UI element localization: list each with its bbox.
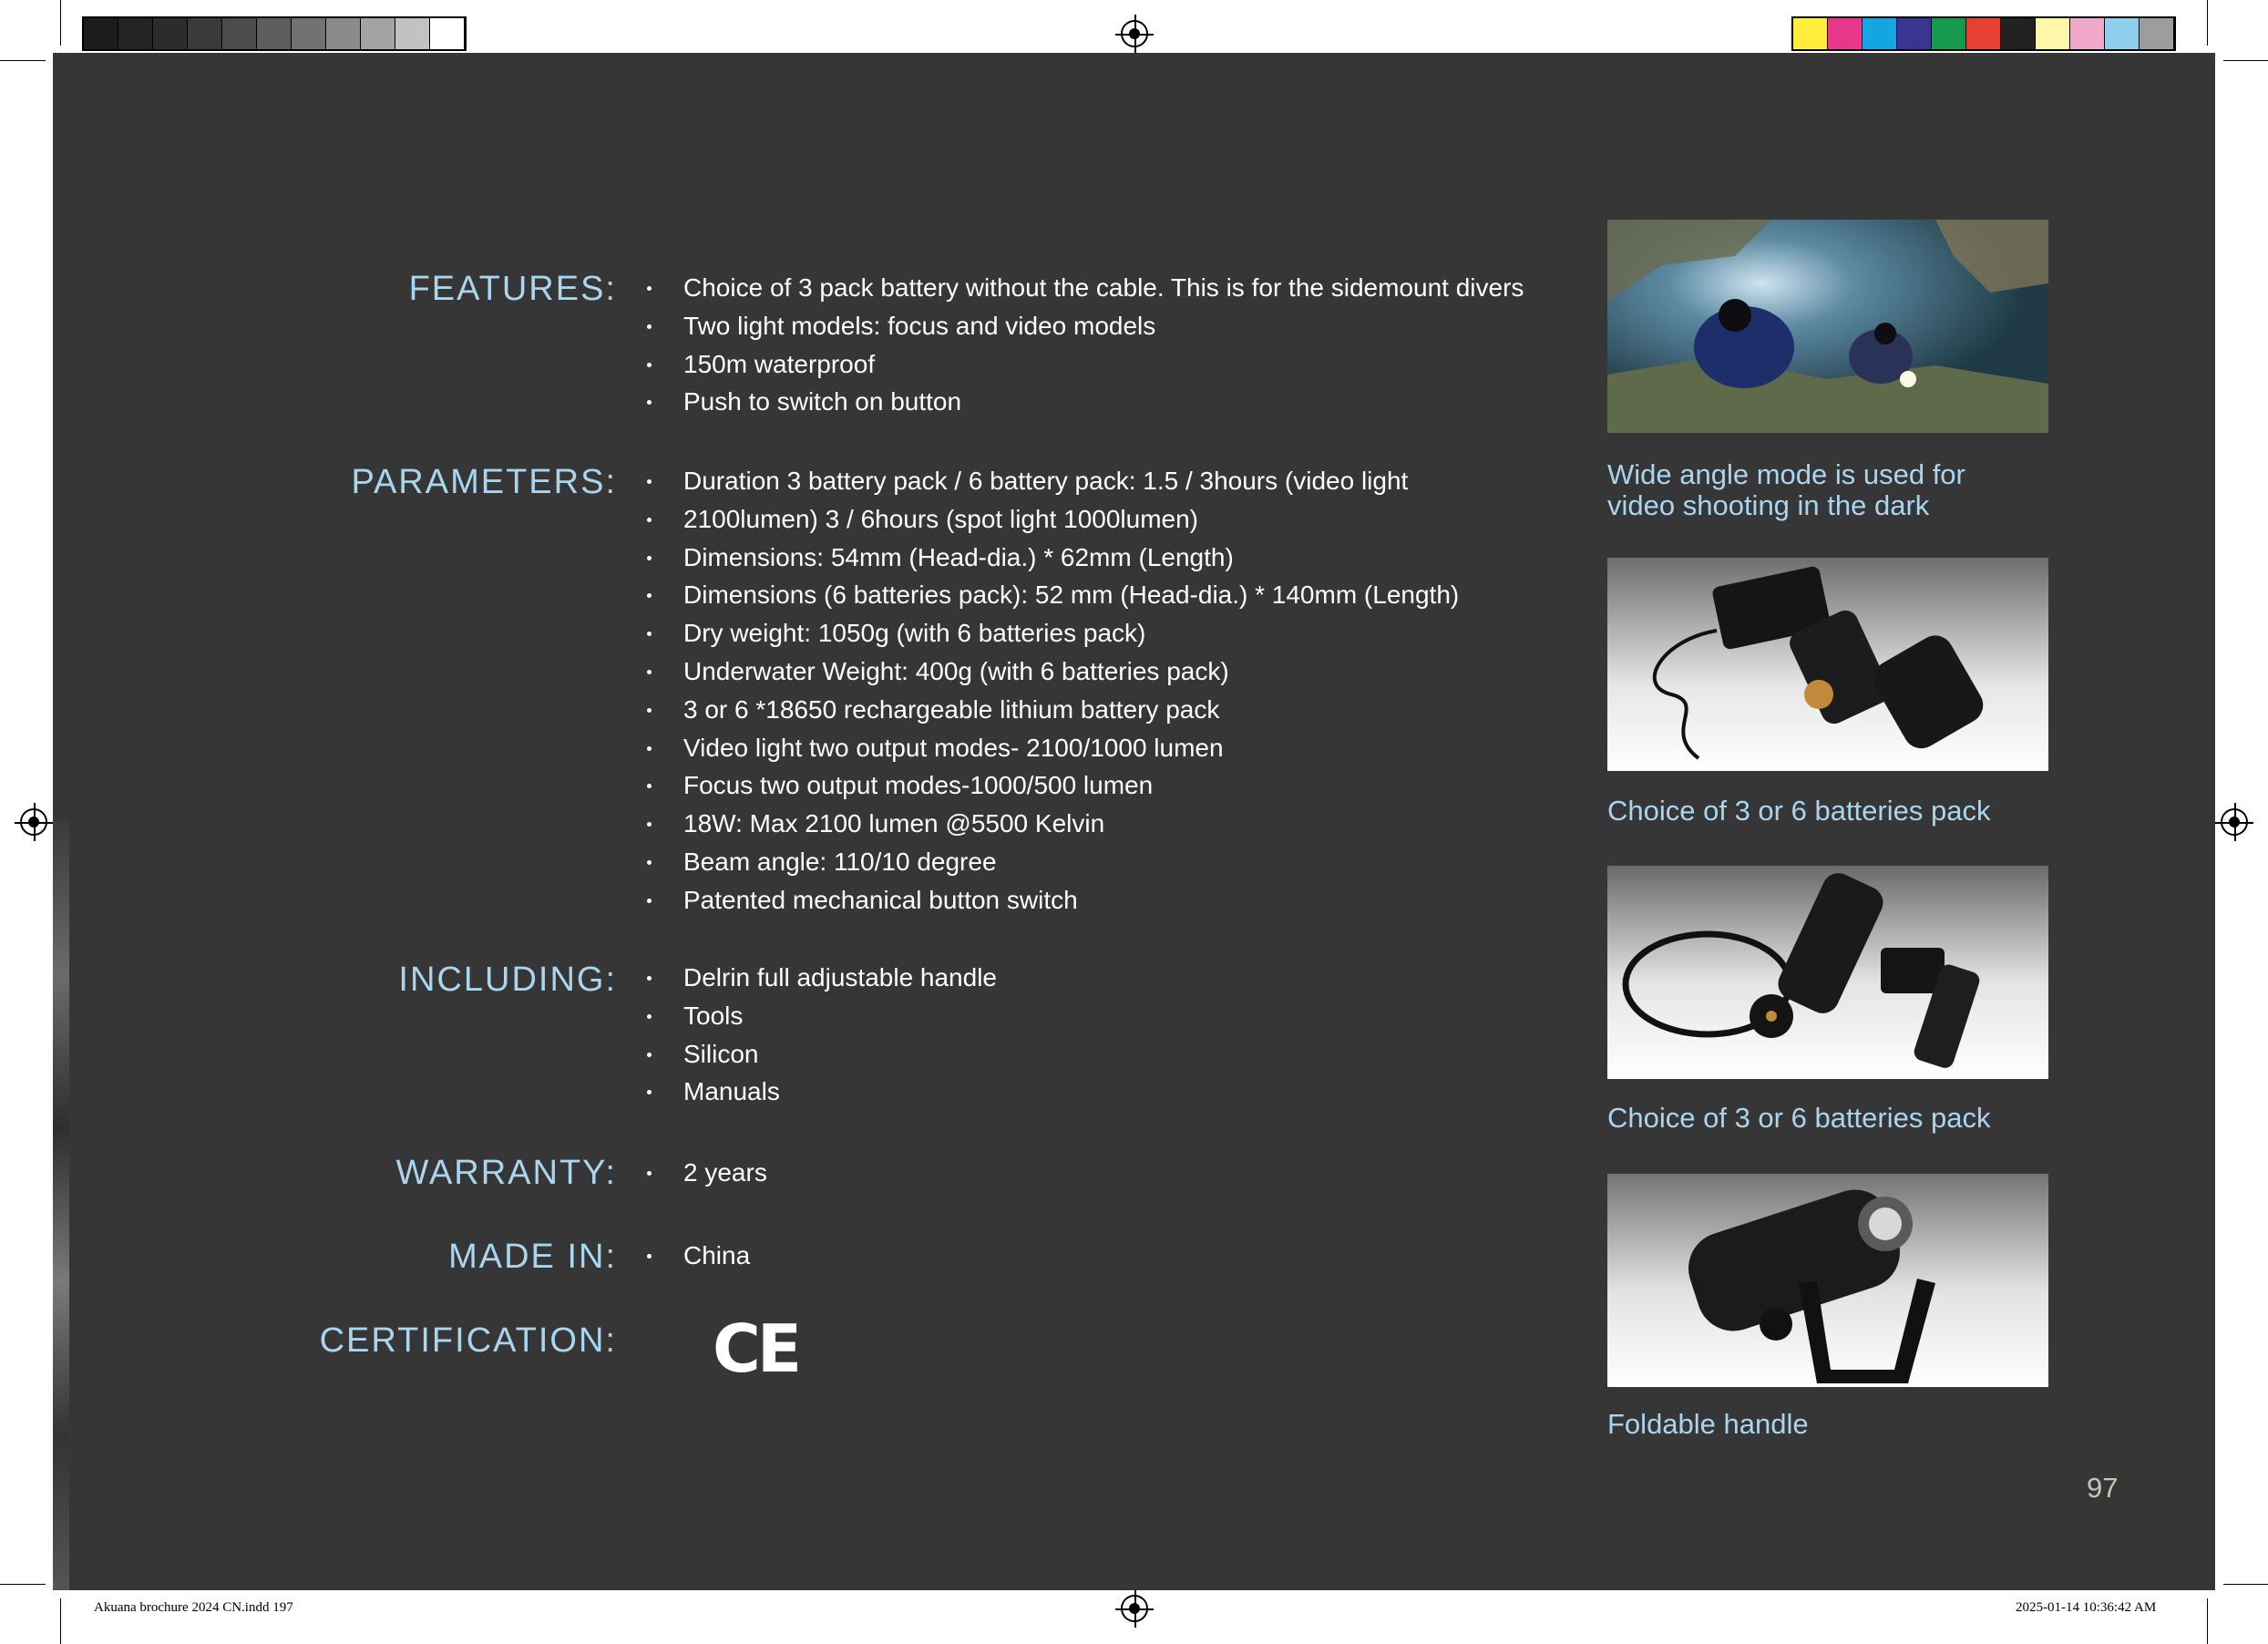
parameters-list	[683, 462, 1459, 920]
list-item: Dimensions (6 batteries pack): 52 mm (Head-dia.) * 140mm (Length)	[683, 576, 1459, 614]
registration-mark-icon	[1121, 1595, 1148, 1622]
color-swatch	[188, 18, 222, 49]
warranty-list	[683, 1154, 767, 1192]
list-item: Duration 3 battery pack / 6 battery pack: 1.5 / 3hours (video light	[683, 462, 1459, 500]
list-item: Tools	[683, 997, 997, 1035]
list-item: Video light two output modes- 2100/1000 lumen	[683, 729, 1459, 767]
caption-line: Wide angle mode is used for	[1607, 458, 1965, 490]
list-item: 2 years	[683, 1154, 767, 1192]
photo-caption	[1607, 1409, 1809, 1440]
caption-line: Foldable handle	[1607, 1408, 1809, 1440]
crop-mark	[0, 1584, 46, 1585]
gray-calibration-bar	[82, 16, 467, 51]
list-item: Manuals	[683, 1073, 997, 1111]
crop-mark	[0, 60, 46, 61]
photo-light-with-pack	[1607, 866, 2048, 1079]
color-swatch	[1897, 18, 1932, 49]
including-list	[683, 959, 997, 1111]
page-number: 97	[2087, 1472, 2119, 1504]
certification-heading: CERTIFICATION:	[319, 1321, 617, 1360]
color-swatch	[1828, 18, 1863, 49]
color-swatch	[1863, 18, 1897, 49]
color-swatch	[395, 18, 430, 49]
photo-divers-cave	[1607, 220, 2048, 433]
features-heading: FEATURES:	[408, 270, 617, 308]
parameters-heading: PARAMETERS:	[351, 463, 617, 501]
color-swatch	[361, 18, 395, 49]
registration-mark-icon	[20, 808, 47, 836]
color-swatch	[84, 18, 118, 49]
caption-line: Choice of 3 or 6 batteries pack	[1607, 795, 1991, 827]
caption-line: video shooting in the dark	[1607, 489, 1930, 521]
color-swatch	[2001, 18, 2036, 49]
list-item: 2100lumen) 3 / 6hours (spot light 1000lumen)	[683, 500, 1459, 539]
list-item: Silicon	[683, 1035, 997, 1074]
list-item: Dry weight: 1050g (with 6 batteries pack)	[683, 614, 1459, 652]
color-swatch	[1932, 18, 1966, 49]
color-swatch	[153, 18, 188, 49]
crop-mark	[2207, 1598, 2208, 1644]
photo-foldable-handle	[1607, 1174, 2048, 1387]
list-item: 150m waterproof	[683, 345, 1524, 384]
list-item: 18W: Max 2100 lumen @5500 Kelvin	[683, 805, 1459, 843]
list-item: Patented mechanical button switch	[683, 881, 1459, 920]
crop-mark	[60, 0, 61, 46]
caption-line: Choice of 3 or 6 batteries pack	[1607, 1102, 1991, 1134]
color-swatch	[2070, 18, 2105, 49]
features-list	[683, 269, 1524, 421]
list-item: Beam angle: 110/10 degree	[683, 843, 1459, 881]
list-item: Dimensions: 54mm (Head-dia.) * 62mm (Length)	[683, 539, 1459, 577]
photo-caption	[1607, 459, 1965, 521]
ce-mark-icon: CE	[713, 1310, 799, 1387]
color-swatch	[1793, 18, 1828, 49]
photo-battery-packs	[1607, 558, 2048, 771]
made-in-list	[683, 1237, 750, 1275]
slug-file-info: Akuana brochure 2024 CN.indd 197	[94, 1600, 293, 1615]
adjacent-page-edge	[53, 820, 69, 1590]
list-item: China	[683, 1237, 750, 1275]
list-item: Two light models: focus and video models	[683, 307, 1524, 345]
list-item: Choice of 3 pack battery without the cable. This is for the sidemount divers	[683, 269, 1524, 307]
list-item: Push to switch on button	[683, 383, 1524, 421]
crop-mark	[60, 1598, 61, 1644]
list-item: Focus two output modes-1000/500 lumen	[683, 766, 1459, 805]
color-swatch	[257, 18, 292, 49]
color-swatch	[292, 18, 326, 49]
made-in-heading: MADE IN:	[448, 1238, 617, 1276]
color-swatch	[430, 18, 465, 49]
list-item: Underwater Weight: 400g (with 6 batteries pack)	[683, 652, 1459, 691]
color-swatch	[1966, 18, 2001, 49]
warranty-heading: WARRANTY:	[395, 1154, 617, 1192]
photo-caption	[1607, 1103, 1990, 1134]
crop-mark	[2223, 60, 2268, 61]
color-swatch	[2140, 18, 2174, 49]
color-swatch	[118, 18, 153, 49]
list-item: 3 or 6 *18650 rechargeable lithium battery pack	[683, 691, 1459, 729]
crop-mark	[2207, 0, 2208, 46]
crop-mark	[2223, 1584, 2268, 1585]
photo-caption	[1607, 796, 1990, 827]
slug-timestamp: 2025-01-14 10:36:42 AM	[2016, 1600, 2157, 1615]
color-swatch	[222, 18, 257, 49]
list-item: Delrin full adjustable handle	[683, 959, 997, 997]
registration-mark-icon	[1121, 20, 1148, 47]
color-swatch	[2105, 18, 2140, 49]
registration-mark-icon	[2221, 808, 2248, 836]
color-swatch	[326, 18, 361, 49]
color-swatch	[2036, 18, 2070, 49]
color-calibration-bar	[1791, 16, 2176, 51]
including-heading: INCLUDING:	[398, 961, 617, 999]
